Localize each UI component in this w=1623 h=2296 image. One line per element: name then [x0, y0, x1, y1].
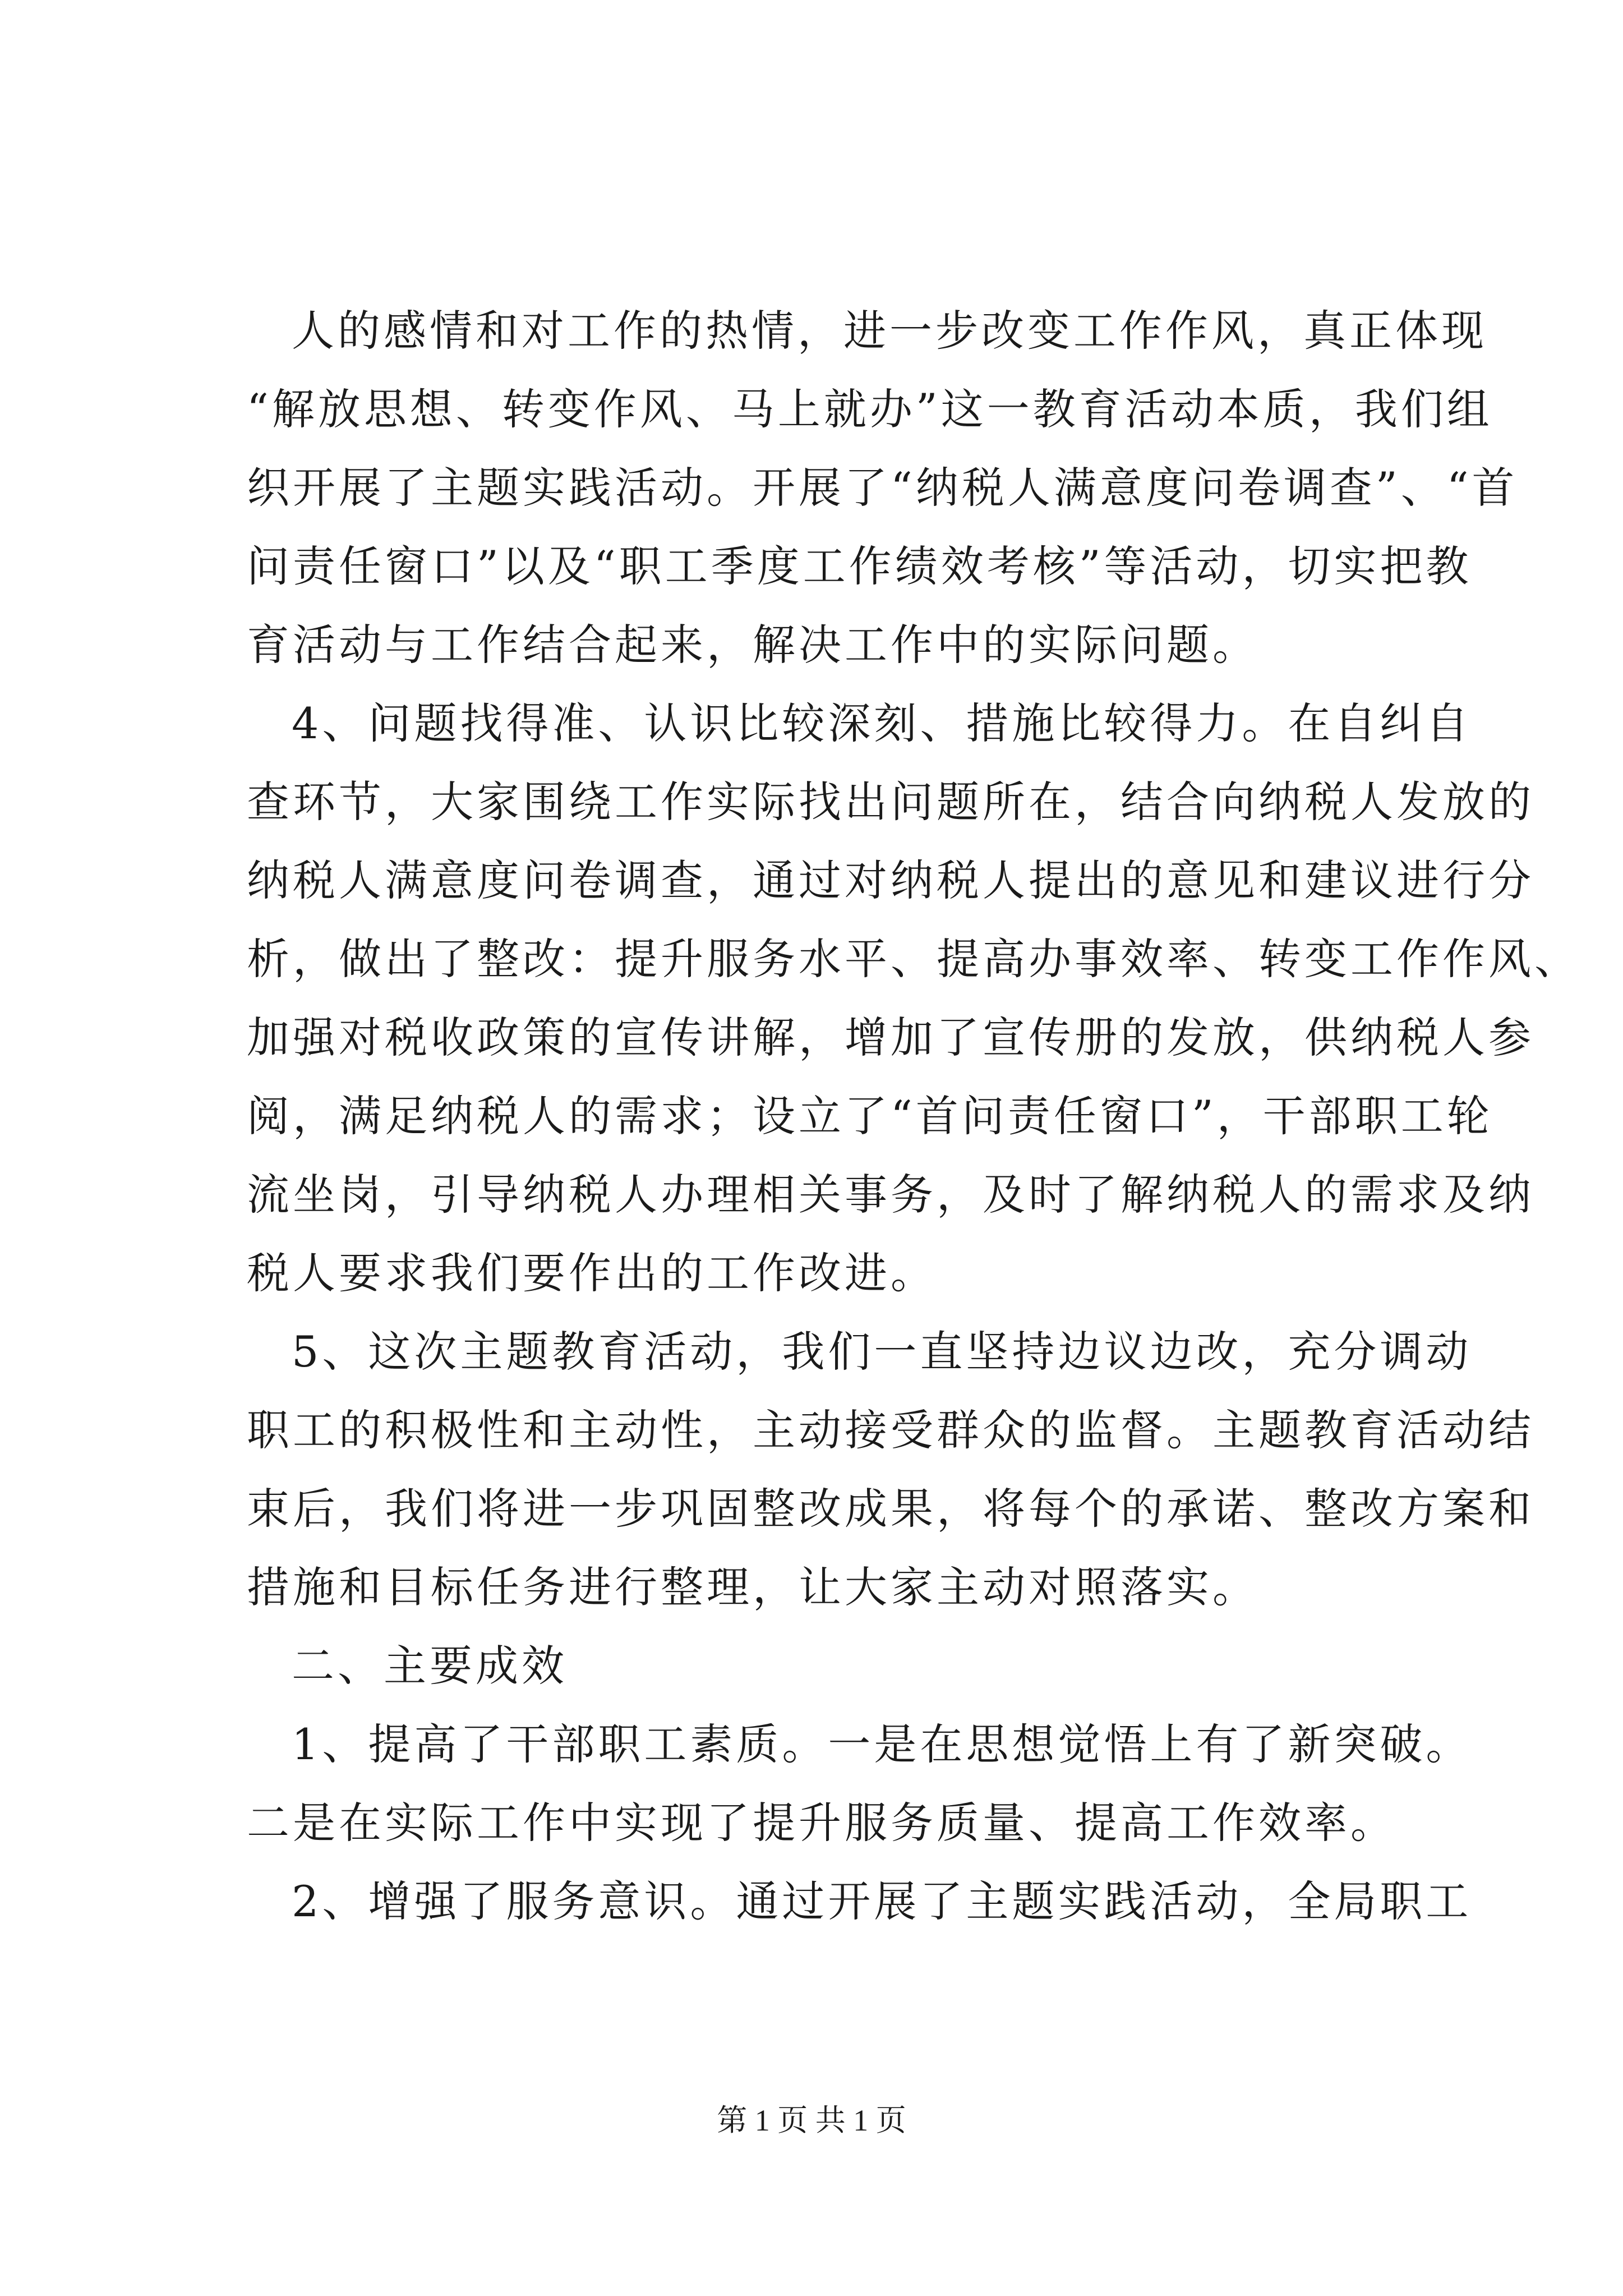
text-line: 析，做出了整改：提升服务水平、提高办事效率、转变工作作风、	[247, 934, 1580, 984]
text-line: 二是在实际工作中实现了提升服务质量、提高工作效率。	[247, 1798, 1396, 1848]
text-line: 织开展了主题实践活动。开展了“纳税人满意度问卷调查”、“首	[247, 463, 1518, 513]
text-line: 人的感情和对工作的热情，进一步改变工作作风，真正体现	[292, 306, 1487, 356]
text-line: 5、这次主题教育活动，我们一直坚持边议边改，充分调动	[292, 1327, 1472, 1377]
page-footer: 第 1 页 共 1 页	[717, 2104, 906, 2137]
text-line: 纳税人满意度问卷调查，通过对纳税人提出的意见和建议进行分	[247, 855, 1534, 905]
text-line: 加强对税收政策的宣传讲解，增加了宣传册的发放，供纳税人参	[247, 1013, 1534, 1062]
text-line: 束后，我们将进一步巩固整改成果，将每个的承诺、整改方案和	[247, 1484, 1534, 1534]
text-line: 1、提高了干部职工素质。一是在思想觉悟上有了新突破。	[292, 1719, 1472, 1769]
text-line: 2、增强了服务意识。通过开展了主题实践活动，全局职工	[292, 1876, 1472, 1926]
section-heading: 二、主要成效	[292, 1641, 568, 1691]
text-line: 问责任窗口”以及“职工季度工作绩效考核”等活动，切实把教	[247, 541, 1472, 591]
text-line: 4、问题找得准、认识比较深刻、措施比较得力。在自纠自	[292, 698, 1472, 748]
text-line: “解放思想、转变作风、马上就办”这一教育活动本质，我们组	[247, 384, 1493, 434]
text-line: 育活动与工作结合起来，解决工作中的实际问题。	[247, 620, 1258, 670]
text-line: 税人要求我们要作出的工作改进。	[247, 1248, 937, 1298]
text-line: 措施和目标任务进行整理，让大家主动对照落实。	[247, 1562, 1258, 1612]
text-line: 职工的积极性和主动性，主动接受群众的监督。主题教育活动结	[247, 1405, 1534, 1455]
text-line: 阅，满足纳税人的需求；设立了“首问责任窗口”，干部职工轮	[247, 1091, 1493, 1141]
text-line: 查环节，大家围绕工作实际找出问题所在，结合向纳税人发放的	[247, 777, 1534, 827]
text-line: 流坐岗，引导纳税人办理相关事务，及时了解纳税人的需求及纳	[247, 1170, 1534, 1220]
